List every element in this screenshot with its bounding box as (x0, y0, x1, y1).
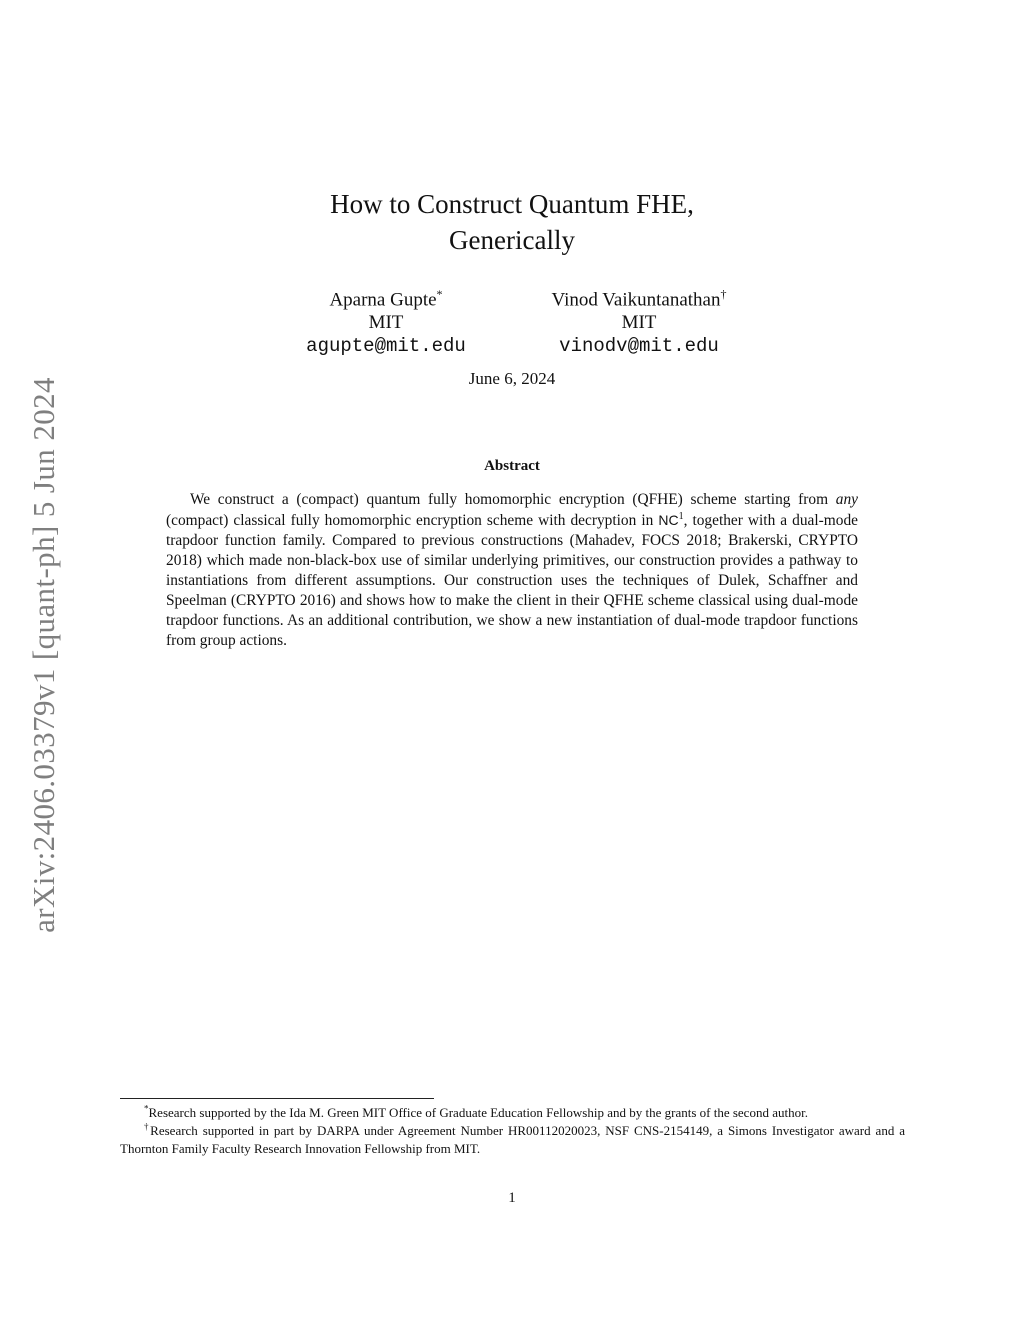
paper-title (0, 186, 1024, 258)
complexity-class-superscript: 1 (678, 510, 684, 522)
abstract-emphasis: any (835, 491, 858, 508)
footnote-divider (120, 1098, 434, 1099)
author-block-1 (270, 283, 502, 358)
author-footnote-mark-1: * (436, 287, 443, 301)
footnote-2: †Research supported in part by DARPA under Agreement Number HR00112020023, NSF CNS-2154149, a Simons Investigator award and a Thornton Family Faculty Research Innovation Fellowship from MIT. (120, 1121, 906, 1156)
title-line-2: Generically (449, 225, 575, 255)
author-name-2: Vinod Vaikuntanathan† (551, 287, 727, 311)
complexity-class: NC (658, 512, 679, 528)
author-footnote-mark-2: † (720, 287, 727, 301)
page-number: 1 (508, 1190, 516, 1206)
author-email-1[interactable]: agupte@mit.edu (306, 335, 466, 358)
author-name-1: Aparna Gupte* (329, 287, 443, 311)
abstract-text: We construct a (compact) quantum fully homomorphic encryption (QFHE) scheme starting from any (compact) classical fully homomorphic encryption scheme with decryption in $NC^1$, together with a dual-mode trapdoor function family. Compared to previous constructions (Mahadev, FOCS 2018; Brakerski, CRYPTO 2018) which made non-black-box use of similar underlying primitives, our construction provides a pathway to instantiations from different assumptions. Our construction uses the techniques of Dulek, Schaffner and Speelman (CRYPTO 2016) and shows how to make the client in their QFHE scheme classical using dual-mode trapdoor functions. As an additional contribution, we show a new instantiation of dual-mode trapdoor functions from group actions. (166, 491, 858, 649)
author-block-2 (524, 283, 754, 358)
author-affiliation-2: MIT (621, 312, 657, 334)
author-affiliation-1: MIT (368, 312, 404, 334)
abstract-heading: Abstract (484, 458, 540, 474)
title-line-1: How to Construct Quantum FHE, (330, 189, 694, 219)
footnotes (120, 1104, 905, 1158)
author-email-2[interactable]: vinodv@mit.edu (559, 335, 719, 358)
arxiv-identifier-stamp: arXiv:2406.03379v1 [quant-ph] 5 Jun 2024 (26, 377, 61, 933)
publication-date: June 6, 2024 (468, 369, 556, 388)
footnote-1: *Research supported by the Ida M. Green MIT Office of Graduate Education Fellowship and by the grants of the second author. (144, 1103, 808, 1120)
